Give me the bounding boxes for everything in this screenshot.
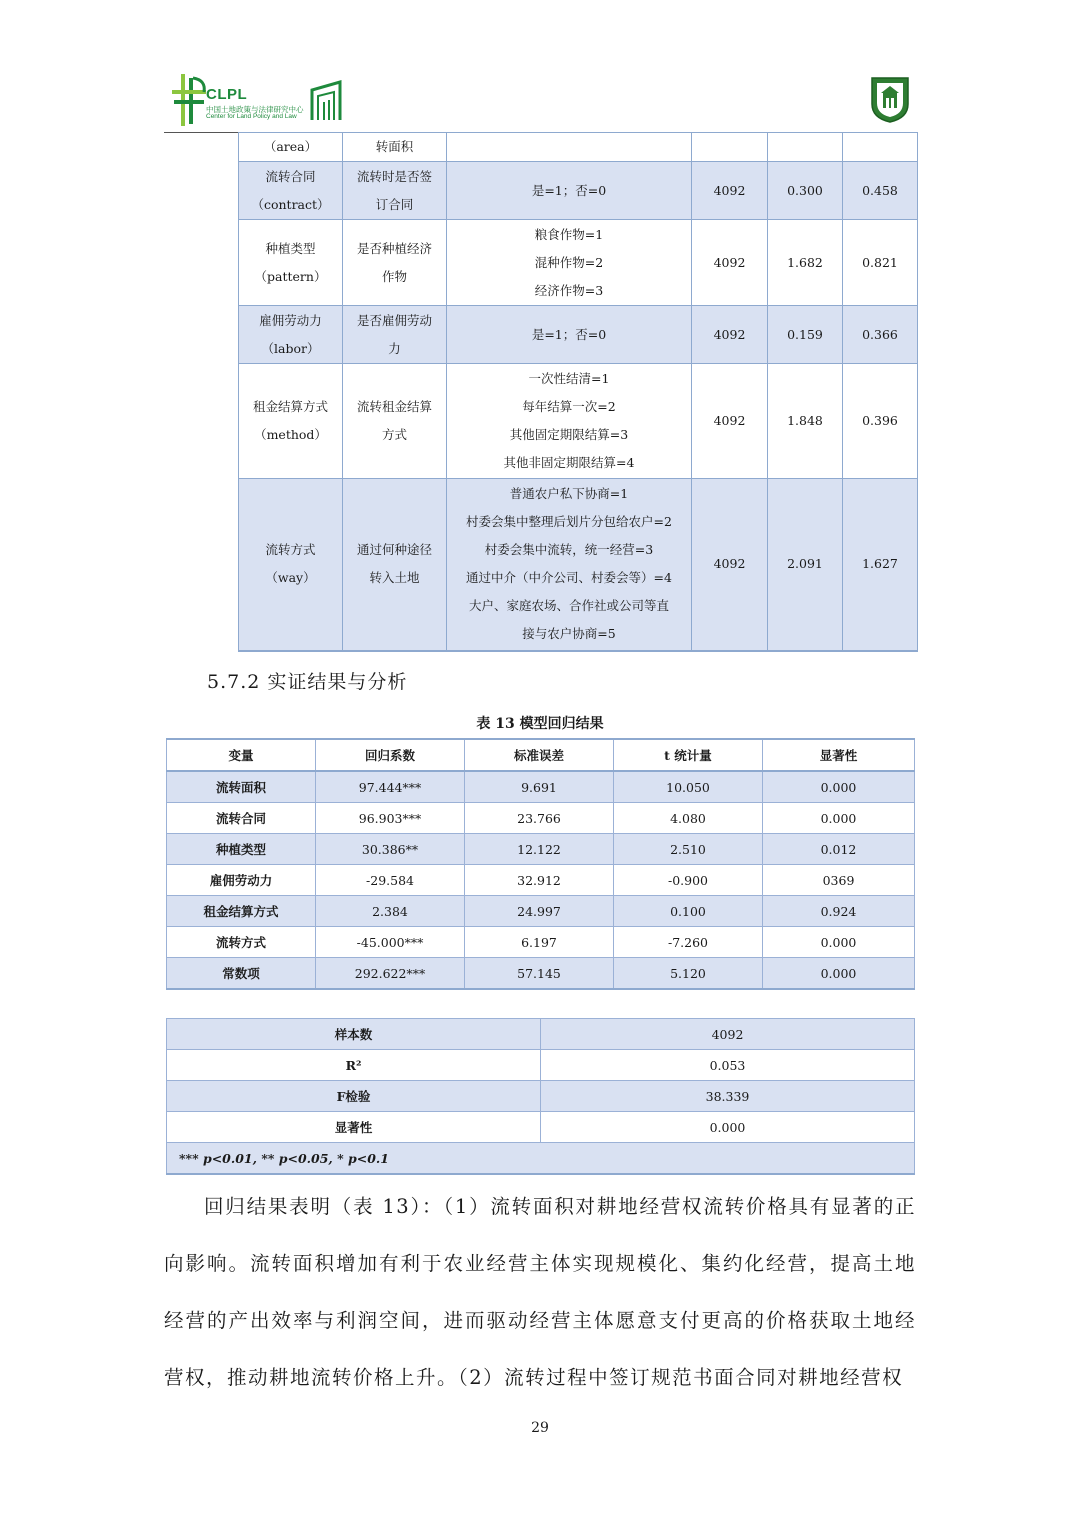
stat-value: 0.000 xyxy=(541,1112,915,1143)
variable-coding-cell xyxy=(447,133,692,162)
table-cell: 96.903*** xyxy=(316,803,465,834)
column-header: 回归系数 xyxy=(316,739,465,771)
variable-name-cell: 种植类型 （pattern） xyxy=(239,220,343,306)
table-cell: 97.444*** xyxy=(316,771,465,803)
variable-coding-cell: 普通农户私下协商=1 村委会集中整理后划片分包给农户=2 村委会集中流转，统一经营=3 通过中介（中介公司、村委会等）=4 大户、家庭农场、合作社或公司等直 接与农户协商=5 xyxy=(447,479,692,651)
stat-value: 38.339 xyxy=(541,1081,915,1112)
table-cell: 292.622*** xyxy=(316,958,465,990)
table-row xyxy=(239,306,918,364)
variable-name-cell: 租金结算方式 （method） xyxy=(239,364,343,479)
mean-cell: 1.682 xyxy=(768,220,843,306)
table-cell: 0.000 xyxy=(763,771,915,803)
variable-description-cell: 流转时是否签 订合同 xyxy=(343,162,447,220)
column-header: t 统计量 xyxy=(614,739,763,771)
table-row xyxy=(239,479,918,651)
table-cell: 0.924 xyxy=(763,896,915,927)
table-header-row xyxy=(167,739,915,771)
table-row xyxy=(167,803,915,834)
table-cell: 23.766 xyxy=(465,803,614,834)
column-header: 显著性 xyxy=(763,739,915,771)
mean-cell: 0.300 xyxy=(768,162,843,220)
table-cell: 24.997 xyxy=(465,896,614,927)
table-cell: 0.000 xyxy=(763,958,915,990)
table-cell: 常数项 xyxy=(167,958,316,990)
variable-description-cell: 是否种植经济 作物 xyxy=(343,220,447,306)
column-header: 变量 xyxy=(167,739,316,771)
table-row xyxy=(167,896,915,927)
mean-cell: 1.848 xyxy=(768,364,843,479)
stat-value: 0.053 xyxy=(541,1050,915,1081)
mean-cell: 2.091 xyxy=(768,479,843,651)
table-cell: 流转面积 xyxy=(167,771,316,803)
table-row xyxy=(167,1050,915,1081)
table-row xyxy=(167,958,915,990)
std-dev-cell: 0.458 xyxy=(843,162,918,220)
sample-size-cell: 4092 xyxy=(692,306,768,364)
table-cell: 0.000 xyxy=(763,803,915,834)
table-row xyxy=(167,834,915,865)
std-dev-cell: 1.627 xyxy=(843,479,918,651)
building-logo-icon xyxy=(310,80,344,122)
sample-size-cell: 4092 xyxy=(692,364,768,479)
table-cell: 57.145 xyxy=(465,958,614,990)
table-cell: 30.386** xyxy=(316,834,465,865)
table-cell: -45.000*** xyxy=(316,927,465,958)
table-cell: 5.120 xyxy=(614,958,763,990)
table-cell: 2.384 xyxy=(316,896,465,927)
variable-coding-cell: 是=1；否=0 xyxy=(447,306,692,364)
std-dev-cell: 0.396 xyxy=(843,364,918,479)
stat-value: 4092 xyxy=(541,1019,915,1050)
table-cell: 2.510 xyxy=(614,834,763,865)
variable-name-cell: 流转方式 （way） xyxy=(239,479,343,651)
table-cell: 租金结算方式 xyxy=(167,896,316,927)
table-cell: -7.260 xyxy=(614,927,763,958)
model-statistics-table xyxy=(166,1018,915,1175)
variable-name-cell: （area） xyxy=(239,133,343,162)
table-cell: -29.584 xyxy=(316,865,465,896)
stat-label: 样本数 xyxy=(167,1019,541,1050)
stat-label: R² xyxy=(167,1050,541,1081)
mean-cell xyxy=(768,133,843,162)
variable-name-cell: 雇佣劳动力 （labor） xyxy=(239,306,343,364)
clpl-logo-icon xyxy=(170,72,210,128)
table-row xyxy=(167,1143,915,1175)
std-dev-cell xyxy=(843,133,918,162)
university-seal-icon xyxy=(868,74,912,124)
sample-size-cell: 4092 xyxy=(692,479,768,651)
table-row xyxy=(167,1019,915,1050)
table-cell: 12.122 xyxy=(465,834,614,865)
table-cell: 流转合同 xyxy=(167,803,316,834)
std-dev-cell: 0.366 xyxy=(843,306,918,364)
table-row xyxy=(167,927,915,958)
std-dev-cell: 0.821 xyxy=(843,220,918,306)
table-row xyxy=(239,133,918,162)
table-cell: 0.012 xyxy=(763,834,915,865)
table-row xyxy=(239,364,918,479)
page-header xyxy=(164,70,918,133)
mean-cell: 0.159 xyxy=(768,306,843,364)
sample-size-cell: 4092 xyxy=(692,220,768,306)
variable-name-cell: 流转合同 （contract） xyxy=(239,162,343,220)
table-cell: 10.050 xyxy=(614,771,763,803)
stat-label: 显著性 xyxy=(167,1112,541,1143)
variable-coding-cell: 一次性结清=1 每年结算一次=2 其他固定期限结算=3 其他非固定期限结算=4 xyxy=(447,364,692,479)
variable-description-cell: 转面积 xyxy=(343,133,447,162)
table-cell: 种植类型 xyxy=(167,834,316,865)
significance-note: *** p<0.01, ** p<0.05, * p<0.1 xyxy=(167,1143,915,1175)
table-row xyxy=(167,865,915,896)
column-header: 标准误差 xyxy=(465,739,614,771)
table-row xyxy=(167,771,915,803)
logo-chinese-name: 中国土地政策与法律研究中心 xyxy=(206,105,304,114)
variable-description-cell: 流转租金结算 方式 xyxy=(343,364,447,479)
table-cell: 9.691 xyxy=(465,771,614,803)
sample-size-cell xyxy=(692,133,768,162)
variable-coding-cell: 粮食作物=1 混种作物=2 经济作物=3 xyxy=(447,220,692,306)
stat-label: F检验 xyxy=(167,1081,541,1112)
variable-description-cell: 是否雇佣劳动 力 xyxy=(343,306,447,364)
table-cell: 0.000 xyxy=(763,927,915,958)
variable-coding-cell: 是=1；否=0 xyxy=(447,162,692,220)
logo-english-name: Center for Land Policy and Law xyxy=(206,113,297,120)
page-number: 29 xyxy=(531,1420,549,1436)
table-caption: 表 13 模型回归结果 xyxy=(476,716,604,732)
sample-size-cell: 4092 xyxy=(692,162,768,220)
table-row xyxy=(239,220,918,306)
table-cell: 0369 xyxy=(763,865,915,896)
body-paragraph: 回归结果表明（表 13）：（1）流转面积对耕地经营权流转价格具有显著的正向影响。流转面积增加有利于农业经营主体实现规模化、集约化经营，提高土地经营的产出效率与利润空间，进而驱动经营主体愿意支付更高的价格获取土地经营权，推动耕地流转价格上升。（2）流转过程中签订规范书面合同对耕地经营权 xyxy=(164,1195,916,1389)
table-cell: 雇佣劳动力 xyxy=(167,865,316,896)
table-cell: 6.197 xyxy=(465,927,614,958)
table-cell: 32.912 xyxy=(465,865,614,896)
section-title: 5.7.2 实证结果与分析 xyxy=(207,671,408,693)
table-row xyxy=(239,162,918,220)
table-cell: 0.100 xyxy=(614,896,763,927)
table-cell: 流转方式 xyxy=(167,927,316,958)
table-row xyxy=(167,1081,915,1112)
table-cell: 4.080 xyxy=(614,803,763,834)
table-cell: -0.900 xyxy=(614,865,763,896)
variable-description-cell: 通过何种途径 转入土地 xyxy=(343,479,447,651)
table-row xyxy=(167,1112,915,1143)
variable-description-table xyxy=(238,132,918,652)
regression-results-table xyxy=(166,738,915,990)
logo-title: CLPL xyxy=(206,86,248,103)
